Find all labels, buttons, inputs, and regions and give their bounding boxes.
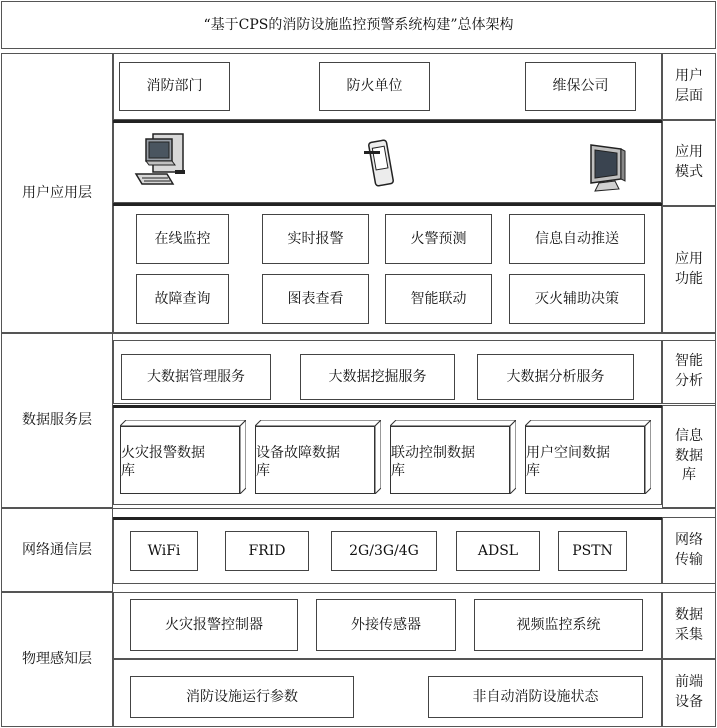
side-label-network (663, 518, 715, 583)
side-label-app-mode (663, 121, 715, 205)
side-label-line: 模式 (675, 164, 703, 180)
app-function-item: 实时报警 (262, 214, 369, 264)
side-label-data-collect (663, 593, 715, 658)
layer-data-service-label: 数据服务层 (22, 412, 92, 429)
side-cell-app-function (662, 206, 716, 333)
desktop-computer-icon (133, 130, 191, 192)
side-cell-app-mode (662, 120, 716, 206)
network-item: FRID (225, 531, 309, 571)
layer-physical-label: 物理感知层 (22, 651, 92, 668)
side-label-line: 数据 (675, 447, 703, 464)
app-function-item: 故障查询 (136, 274, 229, 324)
database-label (120, 426, 240, 494)
side-label-line: 采集 (675, 626, 703, 643)
database-label (390, 426, 510, 494)
side-label-line: 功能 (675, 270, 703, 287)
side-label-line: 数据 (675, 606, 703, 623)
mobile-phone-icon (362, 137, 396, 189)
side-cell-data-collect (662, 592, 716, 659)
layer-divider (1, 333, 716, 334)
database-label-line: 联动控制数据 (391, 444, 475, 461)
side-label-line: 应用 (675, 144, 703, 161)
layer-network (1, 508, 113, 592)
user-level-item: 维保公司 (525, 62, 636, 111)
database-label (255, 426, 375, 494)
side-label-info-db (663, 406, 715, 507)
front-item: 消防设施运行参数 (130, 676, 354, 718)
side-cell-user-level (662, 53, 716, 120)
side-label-line: 库 (682, 467, 696, 484)
collect-item: 外接传感器 (316, 599, 456, 651)
database-label-line: 火灾报警数据 (121, 444, 205, 461)
user-level-item: 防火单位 (319, 62, 430, 111)
layer-divider (1, 508, 716, 509)
layer-physical (1, 592, 113, 727)
side-label-line: 应用 (675, 250, 703, 267)
app-function-item: 在线监控 (136, 214, 229, 264)
app-function-item: 火警预测 (385, 214, 492, 264)
network-item: 2G/3G/4G (331, 531, 437, 571)
side-cell-smart-analysis (662, 340, 716, 404)
side-label-line: 前端 (675, 674, 703, 691)
database-box (390, 420, 516, 494)
side-cell-front-device (662, 659, 716, 727)
diagram-title: “基于CPS的消防设施监控预警系统构建”总体架构 (203, 16, 514, 33)
network-item: WiFi (130, 531, 198, 571)
front-item: 非自动消防设施状态 (428, 676, 643, 718)
analysis-service-item: 大数据分析服务 (477, 354, 634, 400)
app-function-item: 图表查看 (262, 274, 369, 324)
side-label-line: 智能 (675, 353, 703, 370)
side-cell-info-db (662, 405, 716, 508)
layer-user-app-label: 用户应用层 (22, 184, 92, 201)
database-label-line: 库 (526, 463, 540, 479)
database-box (120, 420, 246, 494)
side-label-line: 用户 (675, 67, 703, 84)
analysis-service-item: 大数据管理服务 (121, 354, 271, 400)
user-level-item: 消防部门 (119, 62, 230, 111)
database-label-line: 库 (391, 463, 405, 479)
analysis-service-item: 大数据挖掘服务 (300, 354, 455, 400)
database-label-line: 库 (256, 463, 270, 479)
side-label-line: 信息 (675, 428, 703, 445)
side-label-app-function (663, 207, 715, 332)
collect-item: 视频监控系统 (474, 599, 643, 651)
network-item: ADSL (456, 531, 540, 571)
database-label-line: 用户空间数据 (526, 444, 610, 461)
monitor-icon (585, 141, 629, 193)
layer-data-service (1, 333, 113, 508)
side-label-line: 传输 (675, 551, 703, 568)
database-label-line: 库 (121, 463, 135, 479)
title-box (1, 1, 716, 49)
database-box (525, 420, 651, 494)
side-label-front-device (663, 660, 715, 726)
layer-network-label: 网络通信层 (22, 541, 92, 558)
app-function-item: 灭火辅助决策 (509, 274, 645, 324)
side-label-line: 层面 (675, 87, 703, 104)
database-label-line: 设备故障数据 (256, 444, 340, 461)
app-function-item: 智能联动 (385, 274, 492, 324)
side-cell-network (662, 517, 716, 584)
layer-user-app (1, 53, 113, 333)
database-label (525, 426, 645, 494)
side-label-line: 分析 (675, 373, 703, 389)
side-label-line: 设备 (675, 694, 703, 710)
collect-item: 火灾报警控制器 (130, 599, 298, 651)
side-label-smart-analysis (663, 341, 715, 403)
network-item: PSTN (558, 531, 627, 571)
database-box (255, 420, 381, 494)
side-label-user-level (663, 54, 715, 119)
app-function-item: 信息自动推送 (509, 214, 645, 264)
side-label-line: 网络 (675, 531, 703, 548)
